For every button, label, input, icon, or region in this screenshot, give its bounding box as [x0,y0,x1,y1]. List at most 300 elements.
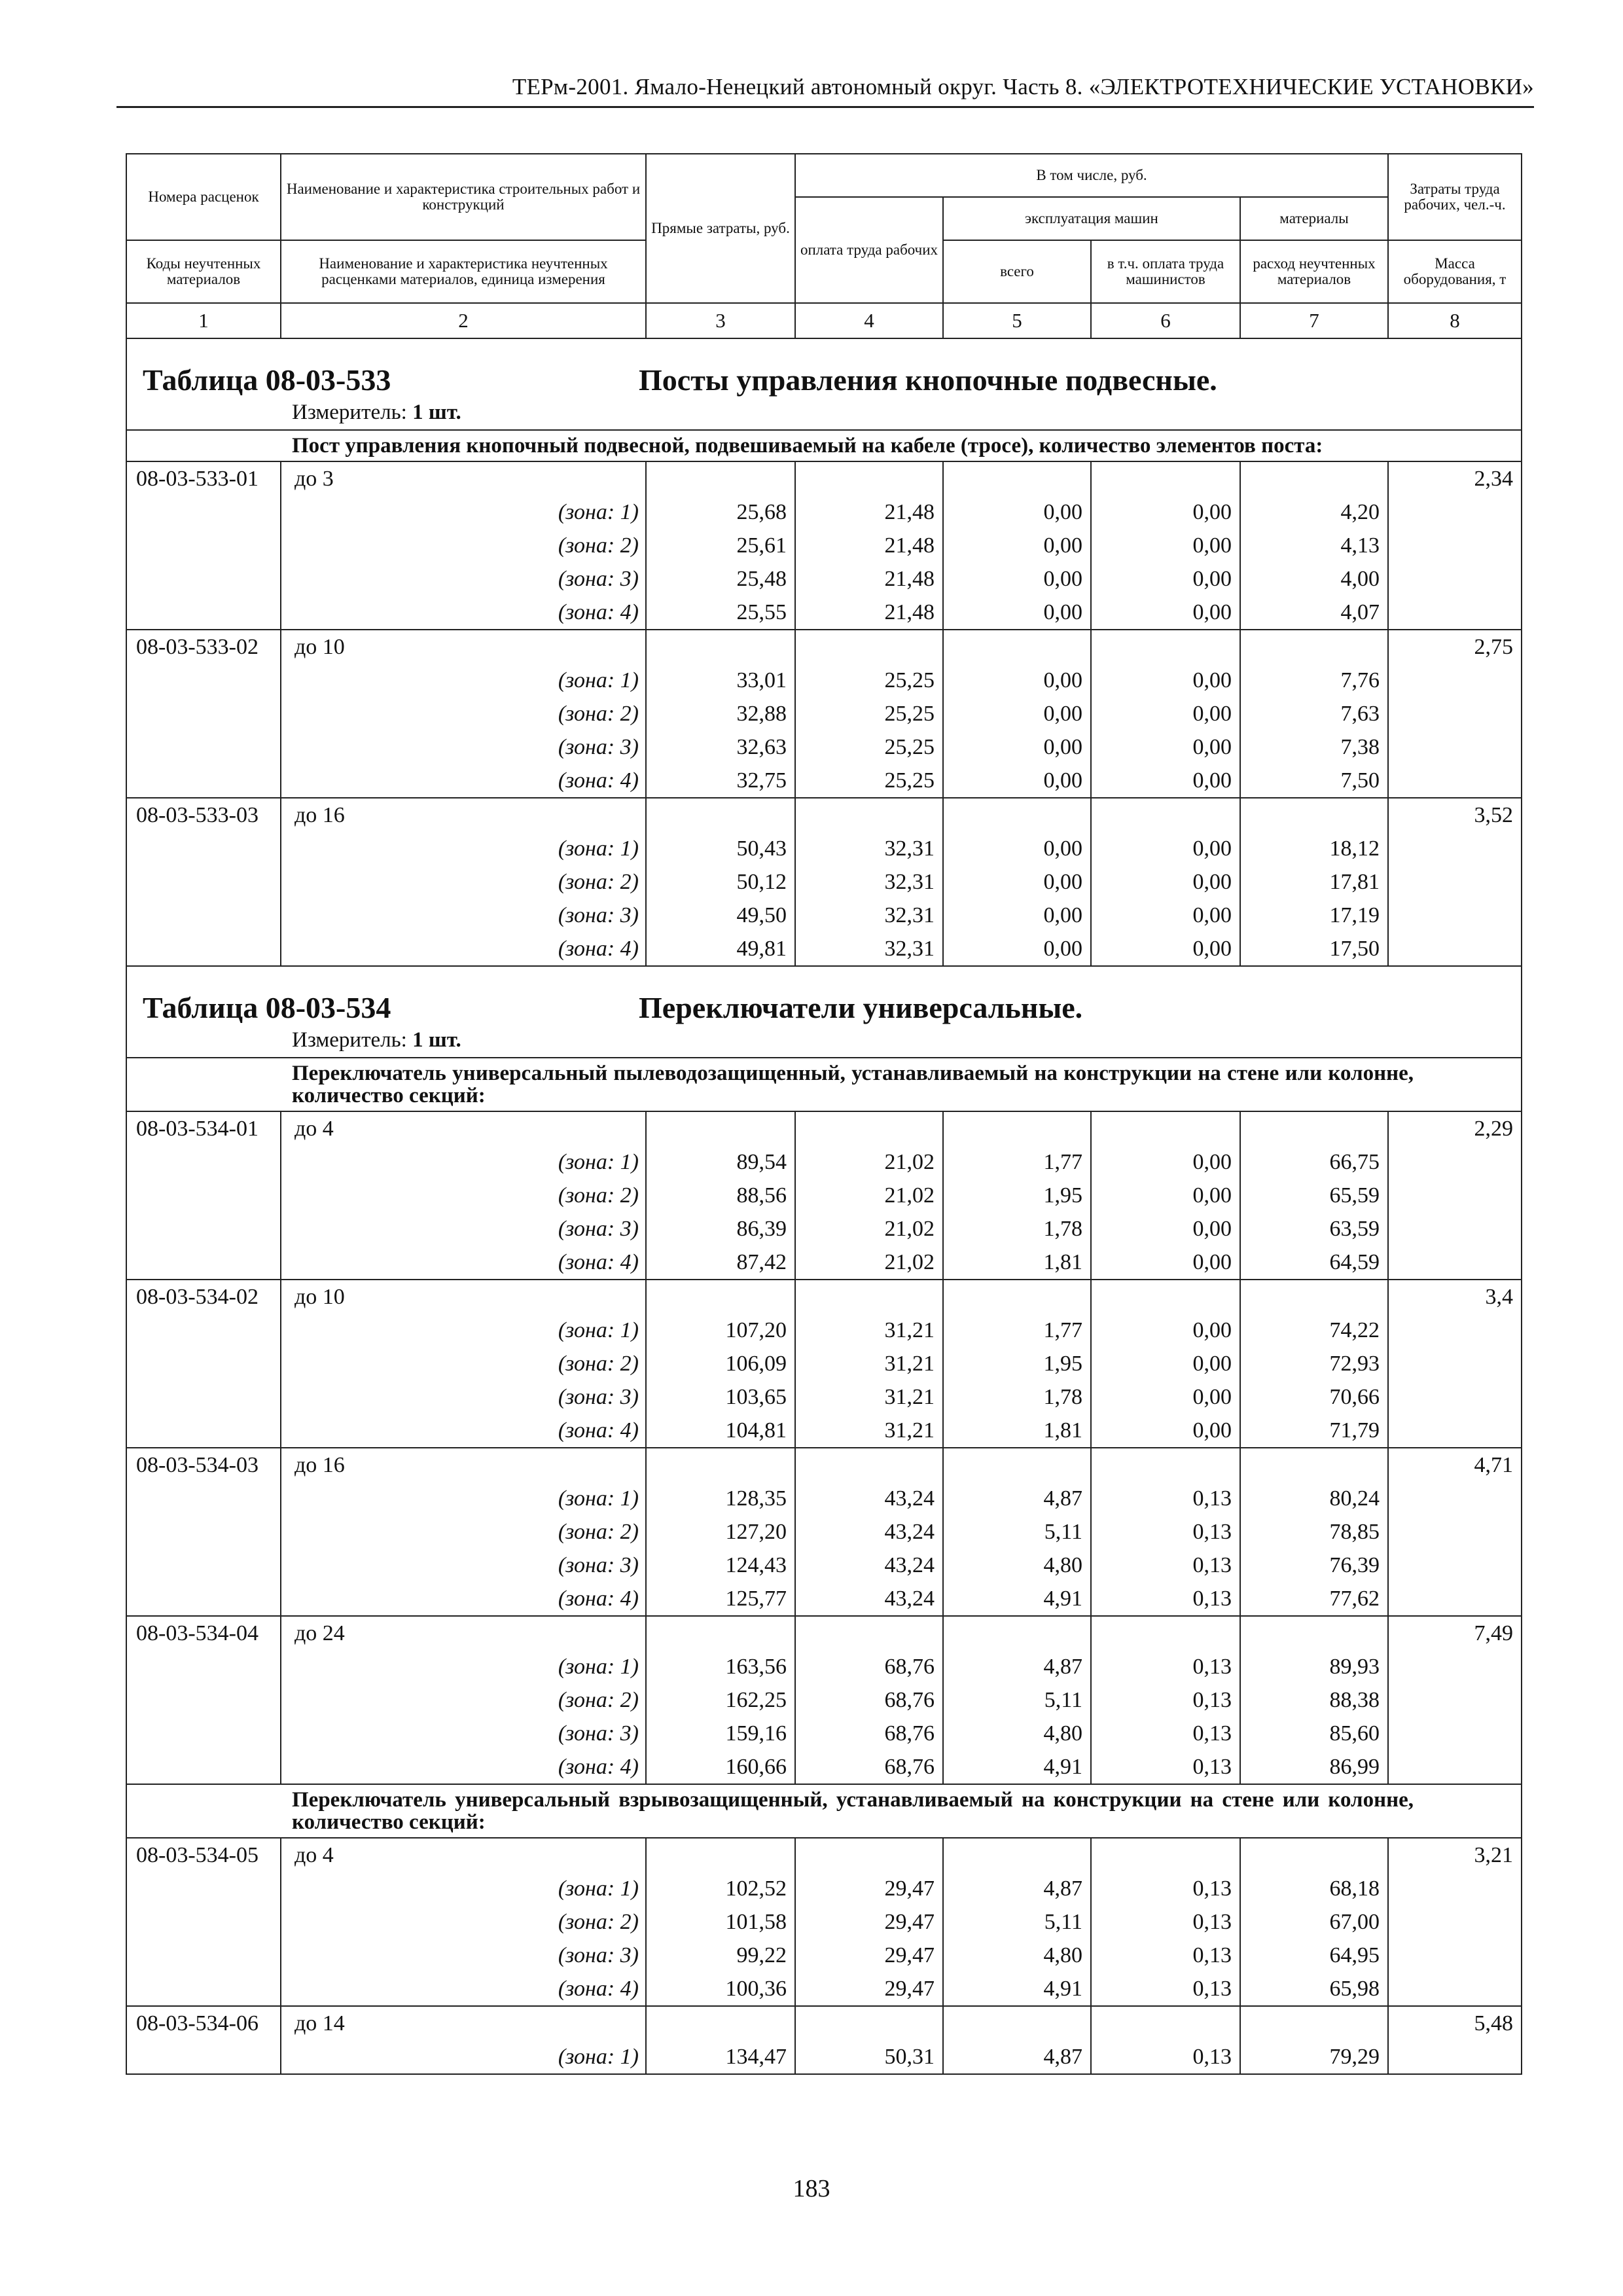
operators-wage: 0,00 [1091,562,1240,596]
empty-cell [1091,1280,1240,1314]
materials-cost: 80,24 [1240,1482,1388,1515]
empty-cell [126,596,281,630]
materials-cost: 63,59 [1240,1212,1388,1246]
section-description-text: Переключатель универсальный взрывозащищенный, устанавливаемый на конструкции на стене или колонне, количество секций: [292,1788,1414,1834]
zone-label: (зона: 3) [281,899,646,932]
zone-row [126,1972,1522,2006]
col-header-operators-wage: в т.ч. оплата труда машинистов [1091,240,1240,303]
empty-cell [1388,664,1522,697]
operators-wage: 0,00 [1091,865,1240,899]
col-header-machines: эксплуатация машин [943,197,1240,240]
operators-wage: 0,00 [1091,529,1240,562]
wage-cost: 43,24 [795,1549,943,1582]
table-meter [127,1027,1521,1057]
materials-cost: 77,62 [1240,1582,1388,1616]
zone-row [126,899,1522,932]
empty-cell [646,461,795,495]
rate-row [126,1448,1522,1482]
machines-cost: 4,87 [943,1482,1091,1515]
direct-cost: 163,56 [646,1650,795,1683]
meter-value: 1 шт. [412,1028,461,1052]
materials-cost: 74,22 [1240,1314,1388,1347]
labor-cost: 5,48 [1388,2006,1522,2040]
wage-cost: 29,47 [795,1972,943,2006]
empty-cell [1388,730,1522,764]
operators-wage: 0,13 [1091,1972,1240,2006]
operators-wage: 0,13 [1091,1905,1240,1939]
direct-cost: 100,36 [646,1972,795,2006]
zone-label: (зона: 3) [281,730,646,764]
materials-cost: 78,85 [1240,1515,1388,1549]
wage-cost: 68,76 [795,1650,943,1683]
empty-cell [795,1280,943,1314]
rate-code: 08-03-533-03 [126,798,281,832]
zone-row [126,1179,1522,1212]
empty-cell [126,529,281,562]
wage-cost: 32,31 [795,865,943,899]
materials-cost: 18,12 [1240,832,1388,865]
col-header-material-consumption: расход неучтенных материалов [1240,240,1388,303]
labor-cost: 3,21 [1388,1838,1522,1872]
col-header-materials: материалы [1240,197,1388,240]
empty-cell [943,461,1091,495]
rate-row [126,2006,1522,2040]
materials-cost: 17,50 [1240,932,1388,966]
empty-cell [943,798,1091,832]
zone-row [126,1549,1522,1582]
direct-cost: 124,43 [646,1549,795,1582]
empty-cell [646,2006,795,2040]
zone-row [126,495,1522,529]
table-title [127,339,1521,399]
rate-code: 08-03-534-02 [126,1280,281,1314]
zone-row [126,1145,1522,1179]
direct-cost: 25,68 [646,495,795,529]
operators-wage: 0,13 [1091,1750,1240,1784]
direct-cost: 25,55 [646,596,795,630]
rate-code: 08-03-534-03 [126,1448,281,1482]
materials-cost: 65,98 [1240,1972,1388,2006]
machines-cost: 1,95 [943,1179,1091,1212]
zone-label: (зона: 4) [281,1972,646,2006]
empty-cell [1091,630,1240,664]
section-description-text: Переключатель универсальный пылеводозащищенный, устанавливаемый на конструкции на стене или колонне, количество секций: [292,1062,1414,1107]
empty-cell [1240,2006,1388,2040]
direct-cost: 160,66 [646,1750,795,1784]
operators-wage: 0,13 [1091,1549,1240,1582]
operators-wage: 0,00 [1091,495,1240,529]
empty-cell [1388,529,1522,562]
zone-row [126,1683,1522,1717]
empty-cell [795,461,943,495]
empty-cell [1388,596,1522,630]
table-meter [127,399,1521,429]
column-number: 3 [646,303,795,338]
zone-label: (зона: 1) [281,1145,646,1179]
direct-cost: 32,63 [646,730,795,764]
rate-name: до 16 [281,798,646,832]
empty-cell [1091,1111,1240,1145]
rate-name: до 24 [281,1616,646,1650]
col-header-including: В том числе, руб. [795,154,1388,197]
empty-cell [126,1179,281,1212]
col-header-material-names: Наименование и характеристика неучтенных расценками материалов, единица измерения [281,240,646,303]
materials-cost: 86,99 [1240,1750,1388,1784]
zone-row [126,1515,1522,1549]
labor-cost: 2,75 [1388,630,1522,664]
zone-row [126,664,1522,697]
zone-row [126,1482,1522,1515]
empty-cell [126,1582,281,1616]
materials-cost: 17,19 [1240,899,1388,932]
col-header-work-name: Наименование и характеристика строительных работ и конструкций [281,154,646,240]
empty-cell [1091,1838,1240,1872]
machines-cost: 1,95 [943,1347,1091,1380]
empty-cell [1388,697,1522,730]
empty-cell [646,1280,795,1314]
empty-cell [646,1838,795,1872]
rate-row [126,1111,1522,1145]
direct-cost: 89,54 [646,1145,795,1179]
empty-cell [1388,832,1522,865]
wage-cost: 31,21 [795,1380,943,1414]
column-number: 6 [1091,303,1240,338]
rate-name: до 10 [281,630,646,664]
operators-wage: 0,00 [1091,899,1240,932]
table-code: Таблица 08-03-533 [143,363,391,397]
zone-row [126,1717,1522,1750]
empty-cell [126,495,281,529]
rate-name: до 16 [281,1448,646,1482]
table-code: Таблица 08-03-534 [143,991,391,1024]
direct-cost: 50,43 [646,832,795,865]
empty-cell [1091,1448,1240,1482]
direct-cost: 104,81 [646,1414,795,1448]
empty-cell [1388,1246,1522,1280]
labor-cost: 3,52 [1388,798,1522,832]
machines-cost: 4,80 [943,1549,1091,1582]
section-description [126,430,1522,461]
meter-label: Измеритель: [292,401,413,424]
empty-cell [943,1111,1091,1145]
materials-cost: 4,07 [1240,596,1388,630]
wage-cost: 31,21 [795,1314,943,1347]
machines-cost: 0,00 [943,832,1091,865]
page-number: 183 [793,2175,830,2202]
wage-cost: 68,76 [795,1750,943,1784]
zone-label: (зона: 2) [281,865,646,899]
machines-cost: 0,00 [943,932,1091,966]
wage-cost: 29,47 [795,1905,943,1939]
empty-cell [1388,1482,1522,1515]
empty-cell [126,1482,281,1515]
empty-cell [1388,1414,1522,1448]
wage-cost: 21,02 [795,1246,943,1280]
zone-row [126,1380,1522,1414]
rate-row [126,798,1522,832]
zone-label: (зона: 3) [281,1380,646,1414]
direct-cost: 106,09 [646,1347,795,1380]
materials-cost: 7,38 [1240,730,1388,764]
rate-name: до 3 [281,461,646,495]
zone-label: (зона: 4) [281,1750,646,1784]
operators-wage: 0,00 [1091,1246,1240,1280]
zone-label: (зона: 1) [281,1650,646,1683]
rate-row [126,1280,1522,1314]
empty-cell [1091,1616,1240,1650]
machines-cost: 0,00 [943,562,1091,596]
materials-cost: 76,39 [1240,1549,1388,1582]
running-header: ТЕРм-2001. Ямало-Ненецкий автономный округ. Часть 8. «ЭЛЕКТРОТЕХНИЧЕСКИЕ УСТАНОВКИ» [512,74,1534,99]
direct-cost: 159,16 [646,1717,795,1750]
rate-row [126,1838,1522,1872]
zone-label: (зона: 1) [281,1314,646,1347]
empty-cell [1240,1280,1388,1314]
zone-row [126,1246,1522,1280]
machines-cost: 1,78 [943,1212,1091,1246]
rate-code: 08-03-533-01 [126,461,281,495]
wage-cost: 68,76 [795,1683,943,1717]
table-name: Посты управления кнопочные подвесные. [639,363,1217,397]
machines-cost: 4,91 [943,1972,1091,2006]
operators-wage: 0,00 [1091,1314,1240,1347]
zone-label: (зона: 1) [281,2040,646,2074]
table-title-block [126,338,1522,430]
operators-wage: 0,00 [1091,1380,1240,1414]
materials-cost: 72,93 [1240,1347,1388,1380]
empty-cell [126,1939,281,1972]
machines-cost: 4,87 [943,1872,1091,1905]
machines-cost: 1,78 [943,1380,1091,1414]
direct-cost: 128,35 [646,1482,795,1515]
section-description-text: Пост управления кнопочный подвесной, подвешиваемый на кабеле (тросе), количество элементов поста: [292,434,1323,457]
table-name: Переключатели универсальные. [639,991,1083,1024]
empty-cell [1388,932,1522,966]
empty-cell [1240,1448,1388,1482]
rate-name: до 14 [281,2006,646,2040]
empty-cell [1388,1717,1522,1750]
machines-cost: 0,00 [943,495,1091,529]
wage-cost: 68,76 [795,1717,943,1750]
empty-cell [795,798,943,832]
zone-row [126,1872,1522,1905]
operators-wage: 0,00 [1091,1347,1240,1380]
zone-row [126,1414,1522,1448]
zone-label: (зона: 2) [281,697,646,730]
empty-cell [126,1246,281,1280]
zone-label: (зона: 3) [281,562,646,596]
operators-wage: 0,00 [1091,730,1240,764]
col-header-labor: Затраты труда рабочих, чел.-ч. [1388,154,1522,240]
zone-label: (зона: 4) [281,1582,646,1616]
rate-row [126,630,1522,664]
empty-cell [126,1347,281,1380]
zone-label: (зона: 1) [281,495,646,529]
col-header-material-codes: Коды неучтенных материалов [126,240,281,303]
empty-cell [1240,1838,1388,1872]
empty-cell [1388,1179,1522,1212]
operators-wage: 0,00 [1091,1414,1240,1448]
empty-cell [1388,1347,1522,1380]
empty-cell [1388,495,1522,529]
operators-wage: 0,13 [1091,1683,1240,1717]
direct-cost: 103,65 [646,1380,795,1414]
rate-code: 08-03-534-06 [126,2006,281,2040]
empty-cell [126,2040,281,2074]
empty-cell [1388,1972,1522,2006]
machines-cost: 0,00 [943,529,1091,562]
wage-cost: 21,48 [795,495,943,529]
machines-cost: 0,00 [943,764,1091,798]
materials-cost: 85,60 [1240,1717,1388,1750]
empty-cell [943,1616,1091,1650]
operators-wage: 0,00 [1091,697,1240,730]
machines-cost: 5,11 [943,1683,1091,1717]
empty-cell [126,1212,281,1246]
rate-code: 08-03-534-05 [126,1838,281,1872]
zone-row [126,1314,1522,1347]
empty-cell [1388,1582,1522,1616]
wage-cost: 21,02 [795,1212,943,1246]
wage-cost: 43,24 [795,1482,943,1515]
labor-cost: 7,49 [1388,1616,1522,1650]
empty-cell [795,2006,943,2040]
empty-cell [126,1650,281,1683]
wage-cost: 43,24 [795,1515,943,1549]
operators-wage: 0,00 [1091,1212,1240,1246]
empty-cell [126,1414,281,1448]
direct-cost: 50,12 [646,865,795,899]
wage-cost: 31,21 [795,1347,943,1380]
labor-cost: 2,34 [1388,461,1522,495]
zone-label: (зона: 1) [281,1482,646,1515]
wage-cost: 29,47 [795,1872,943,1905]
meter-label: Измеритель: [292,1028,413,1052]
column-number: 8 [1388,303,1522,338]
rates-table [126,153,1522,2075]
empty-cell [126,899,281,932]
empty-cell [126,1905,281,1939]
zone-row [126,1650,1522,1683]
empty-cell [1240,461,1388,495]
zone-row [126,1905,1522,1939]
empty-cell [126,1314,281,1347]
empty-cell [646,630,795,664]
materials-cost: 89,93 [1240,1650,1388,1683]
wage-cost: 21,48 [795,596,943,630]
wage-cost: 25,25 [795,697,943,730]
empty-cell [1091,2006,1240,2040]
zone-label: (зона: 3) [281,1717,646,1750]
operators-wage: 0,13 [1091,1482,1240,1515]
machines-cost: 1,77 [943,1314,1091,1347]
materials-cost: 17,81 [1240,865,1388,899]
zone-label: (зона: 2) [281,1515,646,1549]
materials-cost: 67,00 [1240,1905,1388,1939]
empty-cell [1388,2040,1522,2074]
materials-cost: 4,20 [1240,495,1388,529]
empty-cell [943,630,1091,664]
col-header-machines-total: всего [943,240,1091,303]
operators-wage: 0,00 [1091,1179,1240,1212]
empty-cell [126,764,281,798]
direct-cost: 25,48 [646,562,795,596]
operators-wage: 0,00 [1091,764,1240,798]
rate-code: 08-03-533-02 [126,630,281,664]
empty-cell [126,562,281,596]
empty-cell [126,1683,281,1717]
machines-cost: 4,91 [943,1750,1091,1784]
empty-cell [646,1448,795,1482]
empty-cell [1388,764,1522,798]
rate-name: до 4 [281,1838,646,1872]
wage-cost: 25,25 [795,664,943,697]
materials-cost: 7,63 [1240,697,1388,730]
empty-cell [126,1750,281,1784]
direct-cost: 127,20 [646,1515,795,1549]
empty-cell [1388,1212,1522,1246]
col-header-equipment-mass: Масса оборудования, т [1388,240,1522,303]
direct-cost: 32,88 [646,697,795,730]
empty-cell [1388,1314,1522,1347]
empty-cell [126,1872,281,1905]
zone-row [126,865,1522,899]
zone-label: (зона: 3) [281,1212,646,1246]
wage-cost: 21,02 [795,1145,943,1179]
materials-cost: 65,59 [1240,1179,1388,1212]
operators-wage: 0,00 [1091,664,1240,697]
rate-code: 08-03-534-01 [126,1111,281,1145]
column-number: 2 [281,303,646,338]
empty-cell [1388,1905,1522,1939]
empty-cell [126,697,281,730]
zone-label: (зона: 4) [281,932,646,966]
machines-cost: 4,87 [943,1650,1091,1683]
empty-cell [1388,1380,1522,1414]
wage-cost: 21,02 [795,1179,943,1212]
empty-cell [1240,798,1388,832]
empty-cell [1388,1683,1522,1717]
direct-cost: 99,22 [646,1939,795,1972]
col-header-wage: оплата труда рабочих [795,197,943,303]
empty-cell [126,1717,281,1750]
zone-row [126,2040,1522,2074]
direct-cost: 49,50 [646,899,795,932]
header-rule [116,106,1534,108]
materials-cost: 71,79 [1240,1414,1388,1448]
zone-row [126,1347,1522,1380]
machines-cost: 5,11 [943,1515,1091,1549]
empty-cell [1091,461,1240,495]
empty-cell [126,1380,281,1414]
empty-cell [126,730,281,764]
empty-cell [943,1280,1091,1314]
empty-cell [1388,1650,1522,1683]
direct-cost: 88,56 [646,1179,795,1212]
zone-label: (зона: 3) [281,1939,646,1972]
zone-label: (зона: 4) [281,596,646,630]
materials-cost: 4,13 [1240,529,1388,562]
operators-wage: 0,13 [1091,2040,1240,2074]
materials-cost: 68,18 [1240,1872,1388,1905]
wage-cost: 21,48 [795,529,943,562]
table-title-block [126,966,1522,1058]
zone-row [126,697,1522,730]
empty-cell [126,1515,281,1549]
direct-cost: 86,39 [646,1212,795,1246]
wage-cost: 32,31 [795,932,943,966]
zone-label: (зона: 3) [281,1549,646,1582]
